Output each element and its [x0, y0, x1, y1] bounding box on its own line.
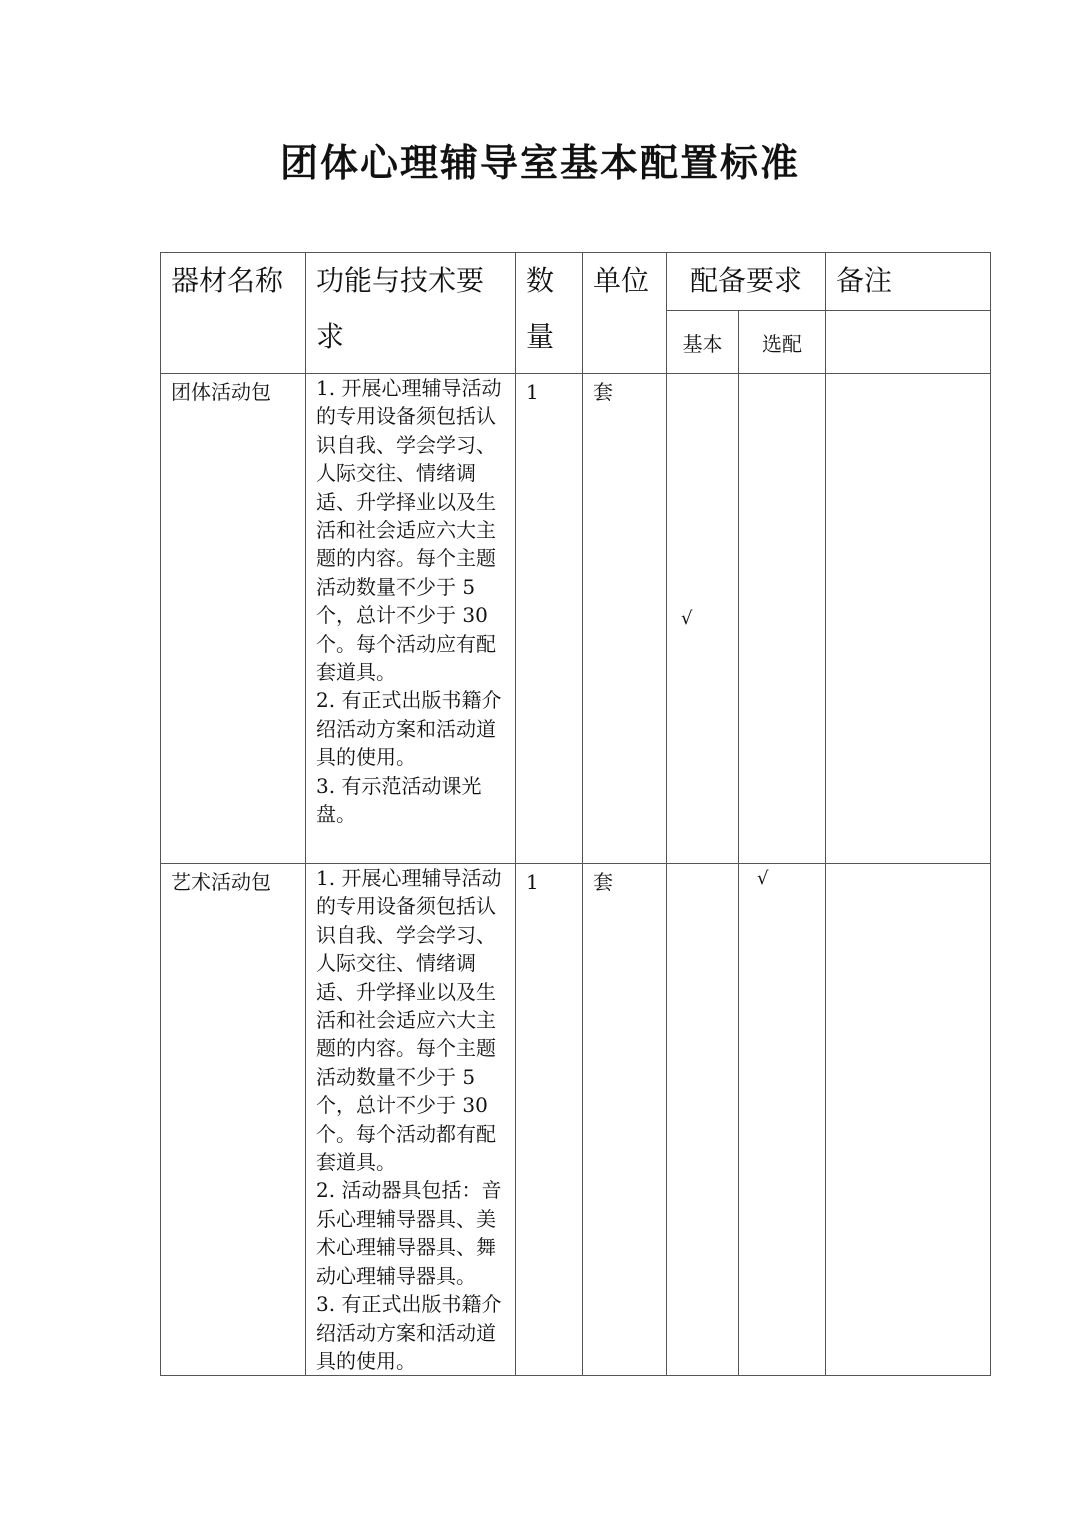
header-quantity: 数量 [516, 253, 583, 374]
item-name: 团体活动包 [161, 374, 306, 864]
item-quantity: 1 [516, 864, 583, 1376]
item-name: 艺术活动包 [161, 864, 306, 1376]
function-point: 3. 有正式出版书籍介绍活动方案和活动道具的使用。 [316, 1292, 502, 1373]
header-remarks: 备注 [826, 253, 991, 311]
item-unit: 套 [583, 864, 667, 1376]
table-row [161, 864, 991, 1376]
item-function [306, 864, 516, 1376]
item-remarks [826, 374, 991, 864]
basic-check-mark: √ [667, 374, 739, 864]
header-requirement: 配备要求 [667, 253, 826, 311]
header-name: 器材名称 [161, 253, 306, 374]
header-row [161, 253, 991, 311]
table-row [161, 374, 991, 864]
function-point: 2. 活动器具包括：音乐心理辅导器具、美术心理辅导器具、舞动心理辅导器具。 [316, 1178, 502, 1288]
function-point: 1. 开展心理辅导活动的专用设备须包括认识自我、学会学习、人际交往、情绪调适、升学择业以及生活和社会适应六大主题的内容。每个主题活动数量不少于 5 个，总计不少于 30 个。每个活动都有配套道具。 [316, 866, 502, 1175]
document-title: 团体心理辅导室基本配置标准 [279, 140, 800, 185]
header-remarks-blank [826, 311, 991, 374]
item-remarks [826, 864, 991, 1376]
item-function [306, 374, 516, 864]
item-quantity: 1 [516, 374, 583, 864]
optional-check-mark [739, 374, 826, 864]
function-point: 2. 有正式出版书籍介绍活动方案和活动道具的使用。 [316, 688, 502, 770]
equipment-table [160, 252, 991, 1376]
header-basic: 基本 [667, 311, 739, 374]
header-unit: 单位 [583, 253, 667, 374]
basic-check-mark [667, 864, 739, 1376]
function-point: 1. 开展心理辅导活动的专用设备须包括认识自我、学会学习、人际交往、情绪调适、升学择业以及生活和社会适应六大主题的内容。每个主题活动数量不少于 5 个，总计不少于 30 个。每个活动应有配套道具。 [316, 376, 502, 685]
header-function: 功能与技术要求 [306, 253, 516, 374]
item-unit: 套 [583, 374, 667, 864]
header-optional: 选配 [739, 311, 826, 374]
optional-check-mark: √ [739, 864, 826, 1376]
function-point: 3. 有示范活动课光盘。 [316, 773, 482, 827]
